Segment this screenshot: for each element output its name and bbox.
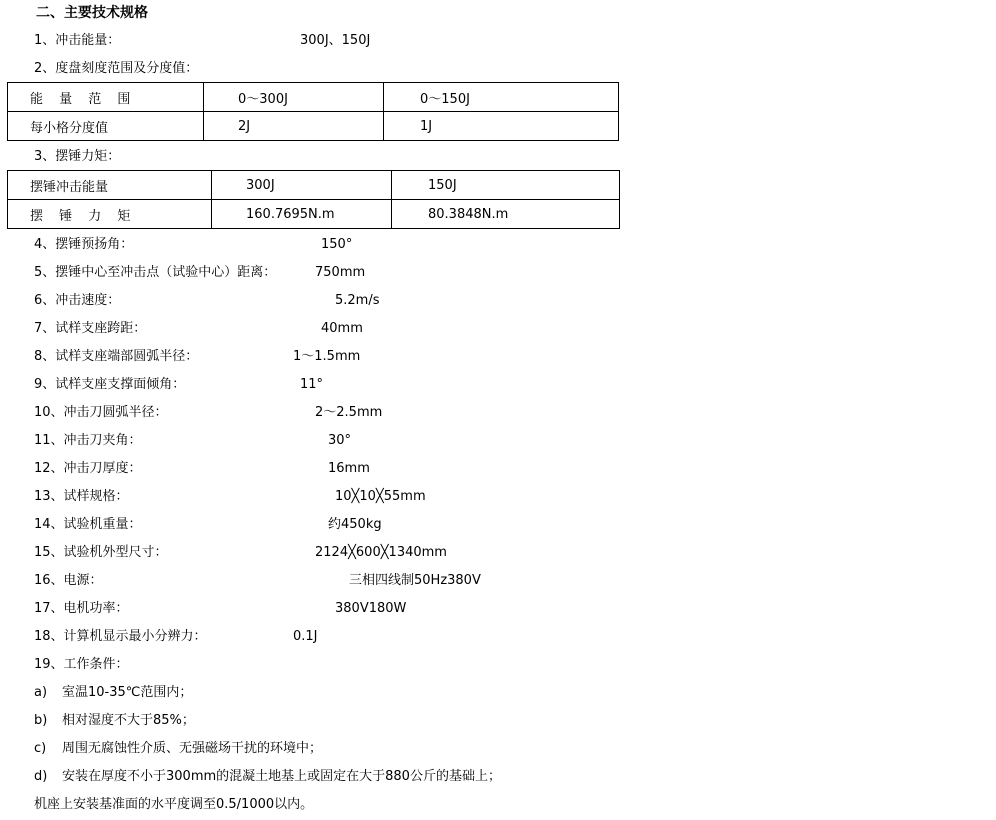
spec-label-lift-angle: 4、摆锤预扬角： xyxy=(34,237,134,252)
pendulum-moment-table xyxy=(7,170,620,229)
condition-marker: b) xyxy=(34,713,48,728)
spec-label-support-radius: 8、试样支座端部圆弧半径： xyxy=(34,349,199,364)
table-cell: 摆锤冲击能量 xyxy=(8,171,212,200)
table-cell: 每小格分度值 xyxy=(8,112,204,141)
table-row xyxy=(8,171,620,200)
table-cell: 0～150J xyxy=(384,83,619,112)
spec-label-pendulum-moment: 3、摆锤力矩： xyxy=(34,149,121,164)
spec-label-machine-dimensions: 15、试验机外型尺寸： xyxy=(34,545,168,560)
table-cell: 80.3848N.m xyxy=(392,200,620,229)
spec-value-machine-weight: 约450kg xyxy=(328,517,382,532)
spec-label-support-angle: 9、试样支座支撑面倾角： xyxy=(34,377,186,392)
condition-marker: d) xyxy=(34,769,48,784)
spec-label-motor-power: 17、电机功率： xyxy=(34,601,129,616)
spec-value-motor-power: 380V180W xyxy=(335,601,407,616)
condition-marker: a) xyxy=(34,685,48,700)
spec-label-machine-weight: 14、试验机重量： xyxy=(34,517,142,532)
spec-value-lift-angle: 150° xyxy=(321,237,353,252)
spec-value-striker-angle: 30° xyxy=(328,433,352,448)
table-cell: 能 量 范 围 xyxy=(30,91,137,107)
spec-label-impact-speed: 6、冲击速度： xyxy=(34,293,121,308)
spec-label-support-span: 7、试样支座跨距： xyxy=(34,321,147,336)
spec-label-pendulum-distance: 5、摆锤中心至冲击点（试验中心）距离： xyxy=(34,265,277,280)
table-row xyxy=(8,112,619,141)
condition-text: 周围无腐蚀性介质、无强磁场干扰的环境中； xyxy=(62,741,323,756)
spec-label-striker-angle: 11、冲击刀夹角： xyxy=(34,433,142,448)
section-title: 二、主要技术规格 xyxy=(36,5,148,21)
spec-value-support-angle: 11° xyxy=(300,377,324,392)
table-cell: 摆 锤 力 矩 xyxy=(30,208,137,224)
condition-text: 安装在厚度不小于300mm的混凝土地基上或固定在大于880公斤的基础上； xyxy=(62,769,501,784)
spec-value-striker-radius: 2～2.5mm xyxy=(315,405,383,420)
spec-label-power-supply: 16、电源： xyxy=(34,573,103,588)
footer-note: 机座上安装基准面的水平度调至0.5/1000以内。 xyxy=(34,797,314,812)
spec-label-specimen-size: 13、试样规格： xyxy=(34,489,129,504)
spec-value-support-radius: 1～1.5mm xyxy=(293,349,361,364)
spec-value-pendulum-distance: 750mm xyxy=(315,265,366,280)
spec-label-striker-thickness: 12、冲击刀厚度： xyxy=(34,461,142,476)
table-row xyxy=(8,200,620,229)
spec-label-min-resolution: 18、计算机显示最小分辨力： xyxy=(34,629,207,644)
spec-value-striker-thickness: 16mm xyxy=(328,461,370,476)
spec-value-impact-speed: 5.2m/s xyxy=(335,293,380,308)
table-cell: 150J xyxy=(392,171,620,200)
spec-value-impact-energy: 300J、150J xyxy=(300,33,371,48)
spec-value-specimen-size: 10╳10╳55mm xyxy=(335,489,426,504)
spec-label-dial-range: 2、度盘刻度范围及分度值： xyxy=(34,61,199,76)
condition-marker: c) xyxy=(34,741,47,756)
spec-value-min-resolution: 0.1J xyxy=(293,629,318,644)
condition-text: 室温10-35℃范围内； xyxy=(62,685,193,700)
table-cell: 0～300J xyxy=(204,83,384,112)
condition-text: 相对湿度不大于85%； xyxy=(62,713,195,728)
table-cell: 1J xyxy=(384,112,619,141)
table-cell: 2J xyxy=(204,112,384,141)
spec-label-impact-energy: 1、冲击能量： xyxy=(34,33,121,48)
table-cell: 300J xyxy=(212,171,392,200)
table-row xyxy=(8,83,619,112)
spec-label-striker-radius: 10、冲击刀圆弧半径： xyxy=(34,405,168,420)
spec-value-machine-dimensions: 2124╳600╳1340mm xyxy=(315,545,447,560)
spec-label-working-conditions: 19、工作条件： xyxy=(34,657,129,672)
table-cell: 160.7695N.m xyxy=(212,200,392,229)
spec-value-power-supply: 三相四线制50Hz380V xyxy=(349,573,481,588)
dial-range-table xyxy=(7,82,619,141)
spec-value-support-span: 40mm xyxy=(321,321,363,336)
